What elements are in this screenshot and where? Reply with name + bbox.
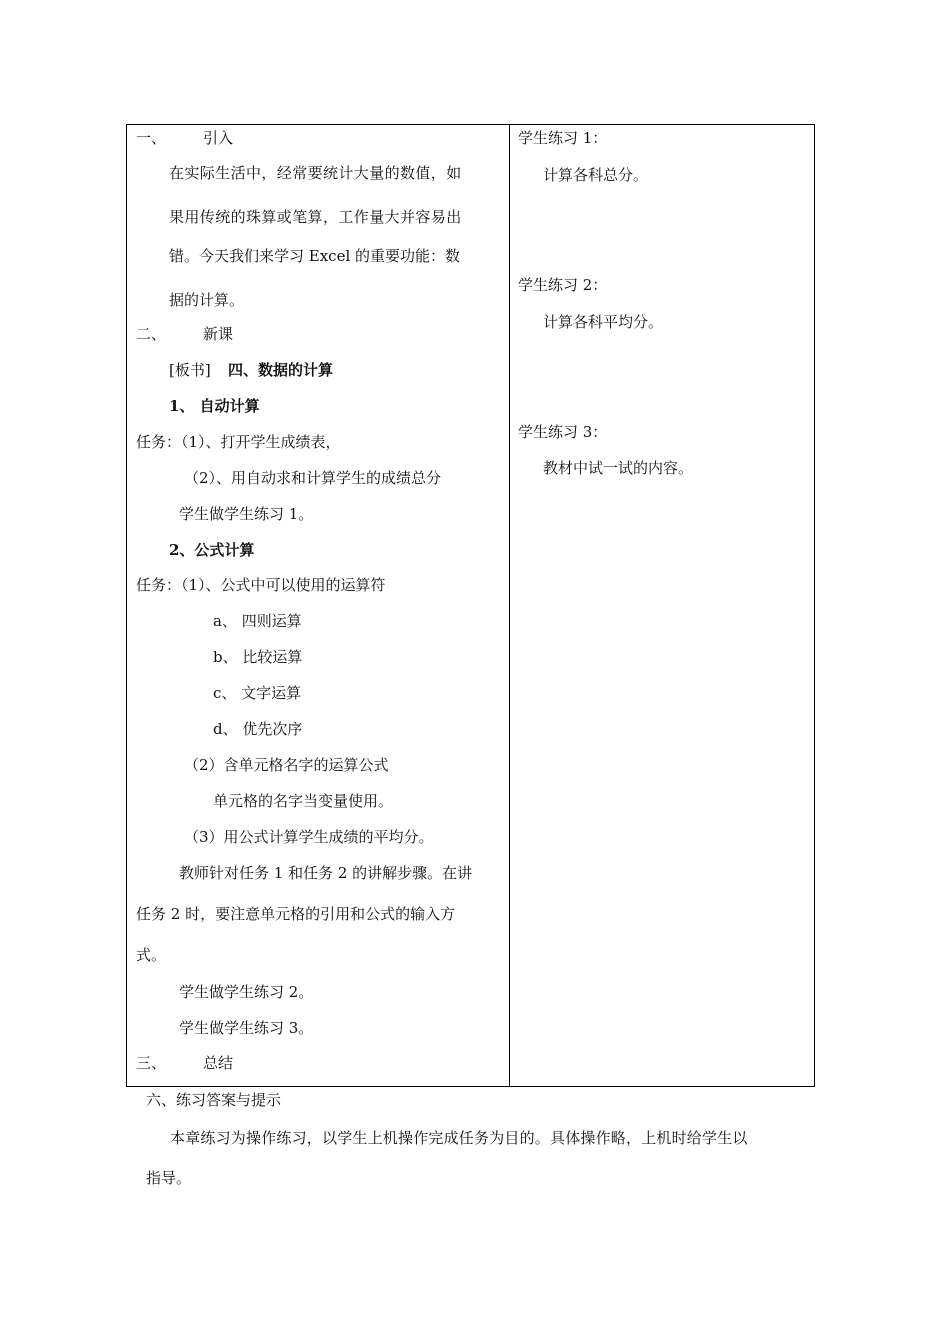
student-practice-3: 学生做学生练习 3。 [179, 1019, 314, 1037]
exercise-1-body: 计算各科总分。 [543, 166, 649, 184]
operator-d: d、 优先次序 [213, 720, 303, 738]
column-divider [509, 125, 510, 1086]
board-tag: [板书] [169, 361, 211, 379]
operator-b: b、 比较运算 [213, 648, 303, 666]
teacher-line-2: 任务 2 时，要注意单元格的引用和公式的输入方 [136, 905, 456, 923]
exercise-2-body: 计算各科平均分。 [543, 313, 664, 331]
teacher-line-3: 式。 [136, 946, 167, 964]
task-2-line-b-desc: 单元格的名字当变量使用。 [213, 792, 394, 810]
subsection-1-title: 1、 自动计算 [169, 397, 260, 415]
section-3-title: 总结 [203, 1054, 234, 1072]
student-practice-2: 学生做学生练习 2。 [179, 983, 314, 1001]
section-3-number: 三、 [136, 1054, 167, 1072]
answers-heading: 六、练习答案与提示 [146, 1091, 282, 1109]
teacher-line-1: 教师针对任务 1 和任务 2 的讲解步骤。在讲 [179, 864, 473, 882]
intro-line-4: 据的计算。 [169, 291, 245, 309]
exercise-3-body: 教材中试一试的内容。 [543, 459, 694, 477]
exercise-3-title: 学生练习 3： [518, 423, 608, 441]
section-2-number: 二、 [136, 325, 167, 343]
student-practice-1: 学生做学生练习 1。 [179, 505, 314, 523]
subsection-2-title: 2、公式计算 [169, 541, 255, 559]
task-2-line-c: （3）用公式计算学生成绩的平均分。 [184, 828, 434, 846]
task-2-line-b: （2）含单元格名字的运算公式 [184, 756, 389, 774]
exercise-1-title: 学生练习 1： [518, 129, 608, 147]
intro-line-2: 果用传统的珠算或笔算，工作量大并容易出 [169, 208, 462, 226]
operator-c: c、 文字运算 [213, 684, 302, 702]
section-2-title: 新课 [203, 325, 234, 343]
exercise-2-title: 学生练习 2： [518, 276, 608, 294]
operator-a: a、 四则运算 [213, 612, 302, 630]
intro-line-3: 错。今天我们来学习 Excel 的重要功能：数 [169, 247, 461, 265]
task-2-line-a: 任务：（1）、公式中可以使用的运算符 [136, 576, 386, 594]
intro-line-1: 在实际生活中，经常要统计大量的数值，如 [169, 164, 462, 182]
lesson-table [126, 124, 815, 1087]
answers-paragraph-line-1: 本章练习为操作练习，以学生上机操作完成任务为目的。具体操作略，上机时给学生以 [170, 1129, 748, 1147]
answers-paragraph-line-2: 指导。 [146, 1169, 192, 1187]
task-1-line-a: 任务：（1）、打开学生成绩表， [136, 433, 341, 451]
board-title: 四、数据的计算 [228, 361, 334, 379]
section-1-title: 引入 [203, 129, 234, 147]
task-1-line-b: （2）、用自动求和计算学生的成绩总分 [184, 469, 442, 487]
section-1-number: 一、 [136, 129, 167, 147]
